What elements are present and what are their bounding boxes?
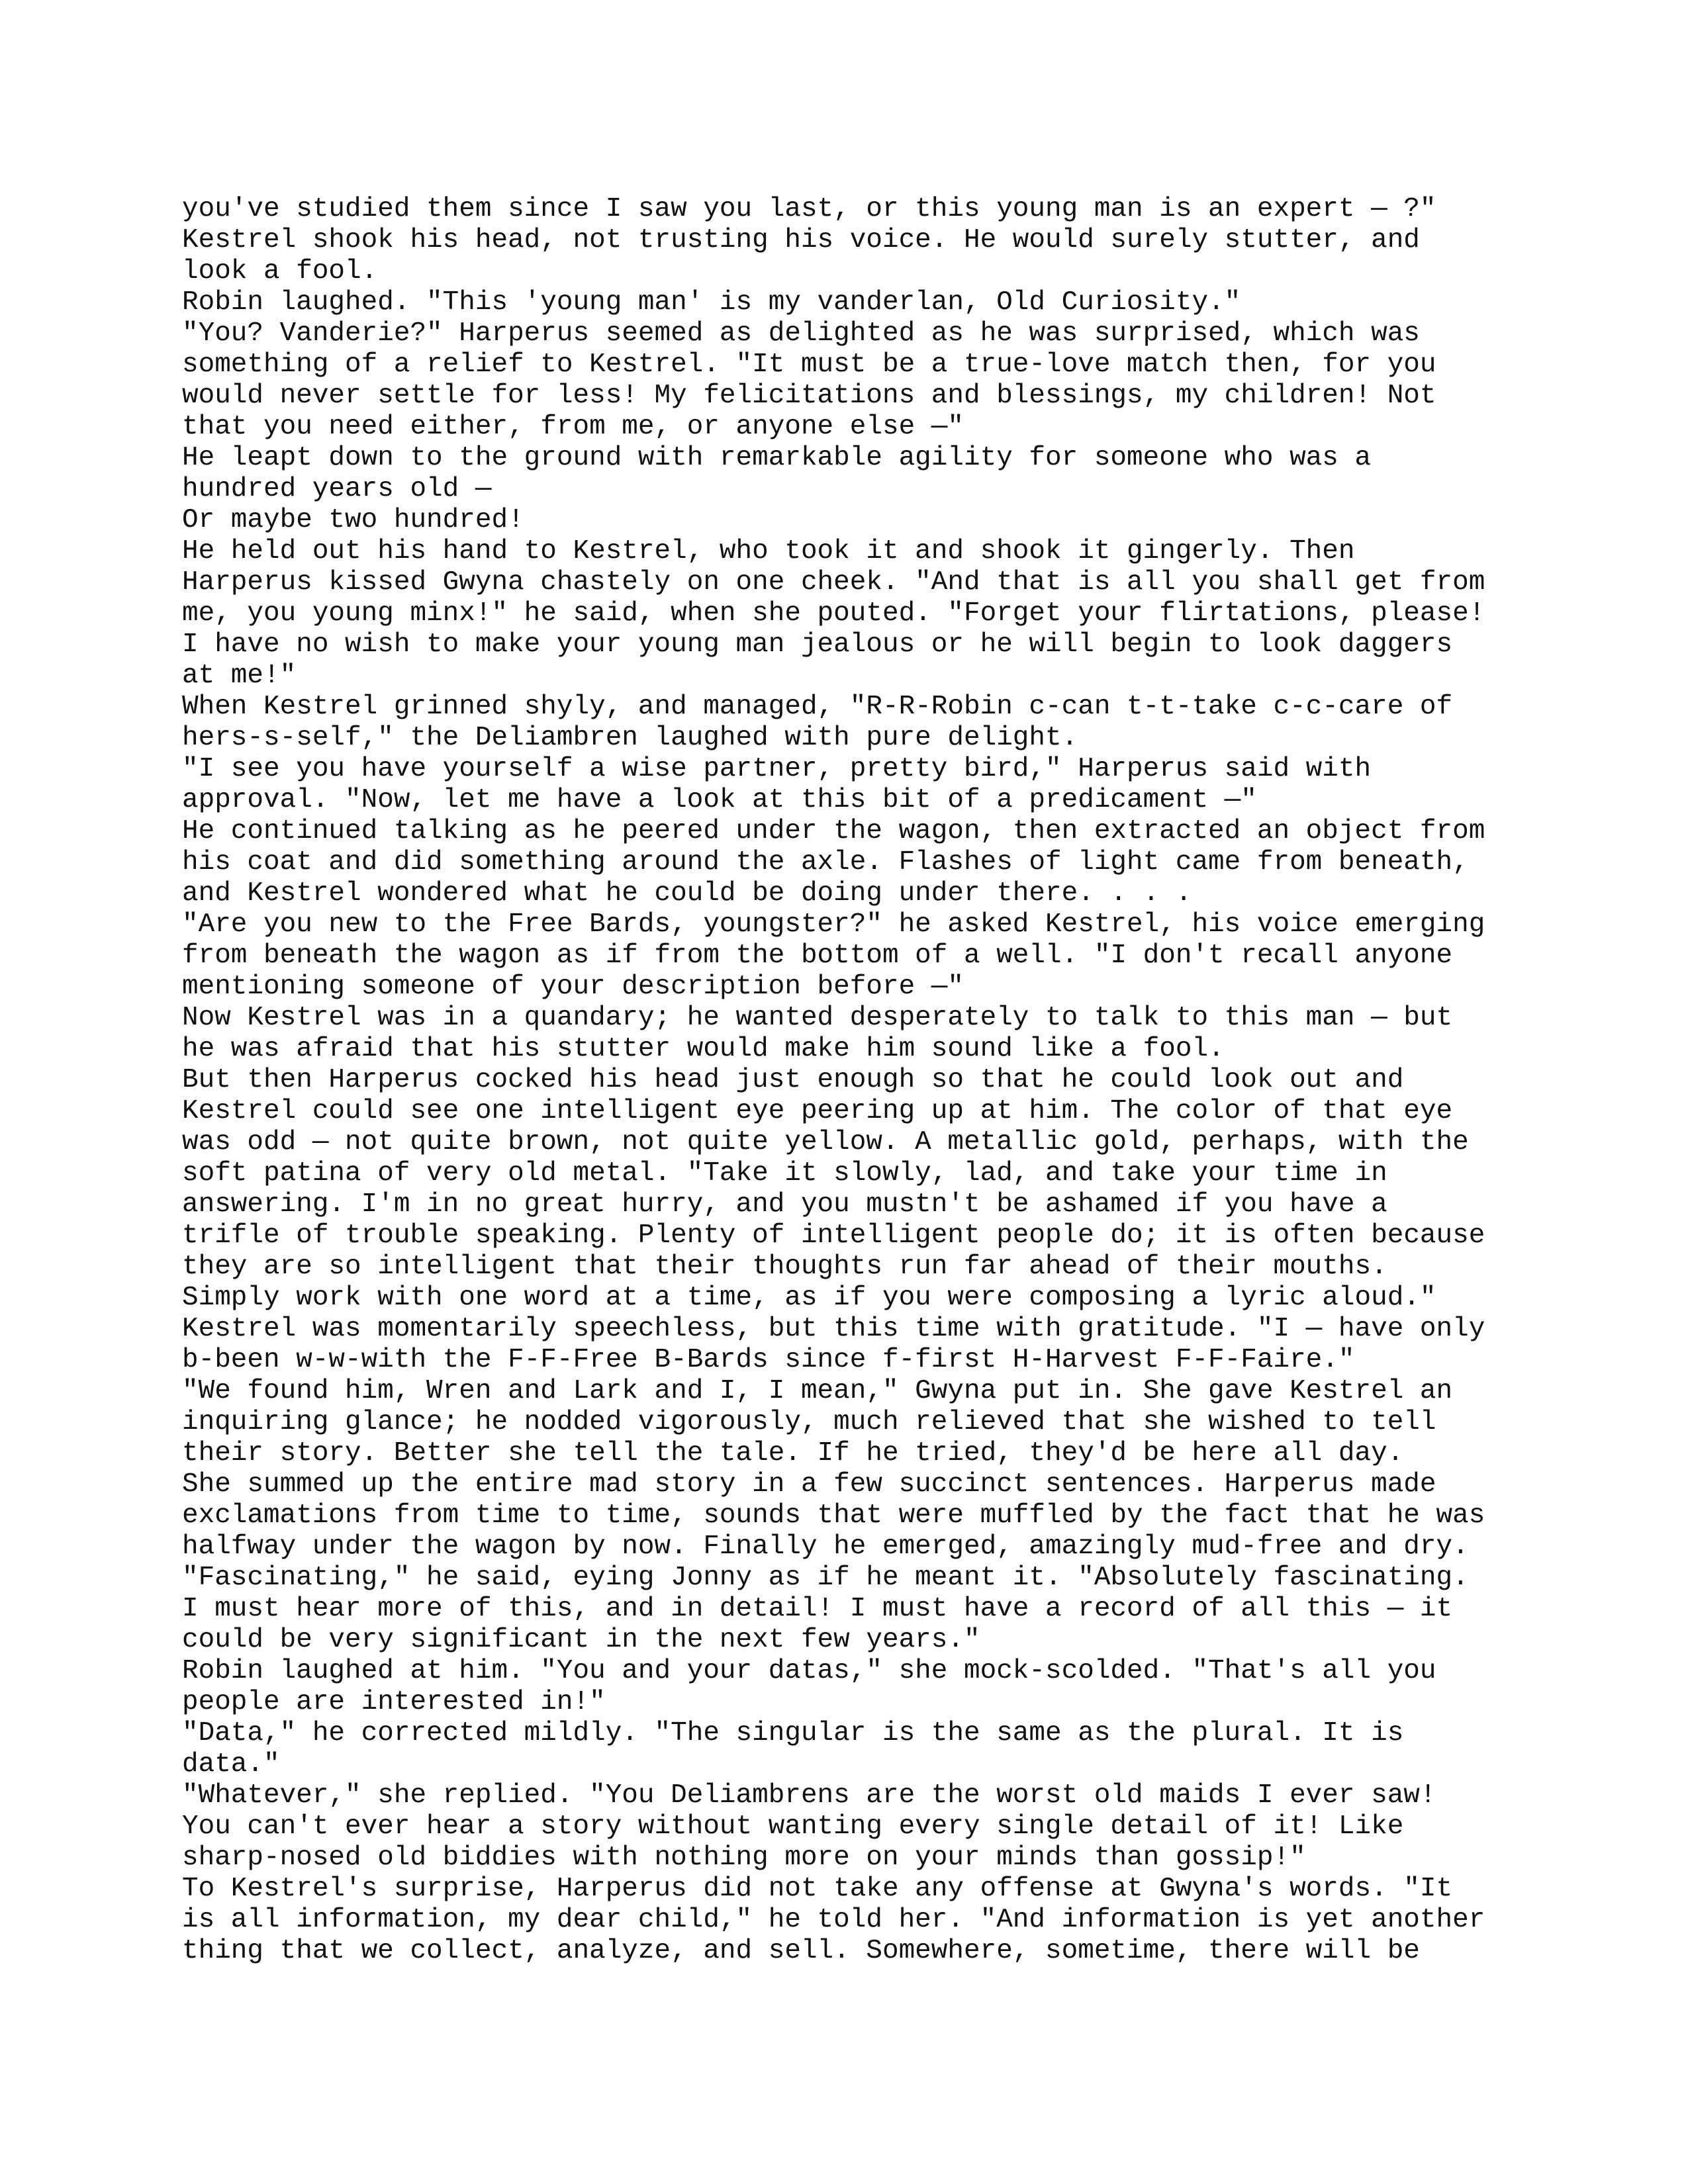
text-line: I must hear more of this, and in detail! I must have a record of all this — it (182, 1594, 1453, 1624)
text-line: Kestrel could see one intelligent eye peering up at him. The color of that eye (182, 1096, 1453, 1126)
text-line: He held out his hand to Kestrel, who took it and shook it gingerly. Then (182, 536, 1355, 567)
text-line: trifle of trouble speaking. Plenty of intelligent people do; it is often because (182, 1220, 1485, 1251)
text-line: "Fascinating," he said, eying Jonny as if he meant it. "Absolutely fascinating. (182, 1563, 1469, 1593)
text-line: "I see you have yourself a wise partner, pretty bird," Harperus said with (182, 754, 1372, 784)
text-line: exclamations from time to time, sounds that were muffled by the fact that he was (182, 1500, 1485, 1531)
text-line: inquiring glance; he nodded vigorously, much relieved that she wished to tell (182, 1407, 1436, 1437)
text-line: halfway under the wagon by now. Finally he emerged, amazingly mud-free and dry. (182, 1531, 1469, 1562)
text-line: at me!" (182, 660, 297, 691)
text-line: He leapt down to the ground with remarkable agility for someone who was a (182, 443, 1372, 473)
text-line: Harperus kissed Gwyna chastely on one cheek. "And that is all you shall get from (182, 567, 1485, 598)
text-line: their story. Better she tell the tale. If he tried, they'd be here all day. (182, 1438, 1404, 1469)
text-line: they are so intelligent that their thoughts run far ahead of their mouths. (182, 1251, 1387, 1282)
text-line: To Kestrel's surprise, Harperus did not take any offense at Gwyna's words. "It (182, 1874, 1453, 1904)
text-line: would never settle for less! My felicitations and blessings, my children! Not (182, 381, 1436, 411)
text-line: data." (182, 1749, 280, 1780)
text-line: Simply work with one word at a time, as if you were composing a lyric aloud." (182, 1283, 1436, 1313)
text-line: b-been w-w-with the F-F-Free B-Bards since f-first H-Harvest F-F-Faire." (182, 1345, 1355, 1375)
text-line: Kestrel was momentarily speechless, but this time with gratitude. "I — have only (182, 1314, 1485, 1344)
text-line: is all information, my dear child," he told her. "And information is yet another (182, 1905, 1485, 1935)
text-line: Robin laughed. "This 'young man' is my vanderlan, Old Curiosity." (182, 287, 1241, 318)
text-line: Robin laughed at him. "You and your datas," she mock-scolded. "That's all you (182, 1656, 1436, 1686)
text-line: "You? Vanderie?" Harperus seemed as delighted as he was surprised, which was (182, 318, 1420, 349)
text-block (182, 194, 1485, 1967)
text-line: "Whatever," she replied. "You Deliambrens are the worst old maids I ever saw! (182, 1780, 1436, 1811)
text-line: You can't ever hear a story without wanting every single detail of it! Like (182, 1811, 1404, 1842)
text-line: I have no wish to make your young man jealous or he will begin to look daggers (182, 629, 1453, 660)
text-line: Kestrel shook his head, not trusting his voice. He would surely stutter, and (182, 225, 1420, 255)
text-line: Or maybe two hundred! (182, 505, 524, 535)
text-line: He continued talking as he peered under the wagon, then extracted an object from (182, 816, 1485, 846)
text-line: and Kestrel wondered what he could be doing under there. . . . (182, 878, 1192, 909)
text-line: She summed up the entire mad story in a few succinct sentences. Harperus made (182, 1469, 1436, 1500)
text-line: look a fool. (182, 256, 378, 287)
text-line: approval. "Now, let me have a look at this bit of a predicament —" (182, 785, 1257, 815)
text-line: something of a relief to Kestrel. "It must be a true-love match then, for you (182, 349, 1436, 380)
text-line: he was afraid that his stutter would make him sound like a fool. (182, 1034, 1225, 1064)
text-line: his coat and did something around the axle. Flashes of light came from beneath, (182, 847, 1469, 878)
text-line: soft patina of very old metal. "Take it slowly, lad, and take your time in (182, 1158, 1387, 1189)
text-line: was odd — not quite brown, not quite yellow. A metallic gold, perhaps, with the (182, 1127, 1469, 1158)
text-line: hers-s-self," the Deliambren laughed with pure delight. (182, 723, 1078, 753)
text-line: But then Harperus cocked his head just enough so that he could look out and (182, 1065, 1404, 1095)
text-line: When Kestrel grinned shyly, and managed, "R-R-Robin c-can t-t-take c-c-care of (182, 692, 1453, 722)
text-line: mentioning someone of your description before —" (182, 972, 964, 1002)
text-line: "Data," he corrected mildly. "The singular is the same as the plural. It is (182, 1718, 1404, 1749)
text-line: "We found him, Wren and Lark and I, I mean," Gwyna put in. She gave Kestrel an (182, 1376, 1453, 1406)
text-line: thing that we collect, analyze, and sell. Somewhere, sometime, there will be (182, 1936, 1420, 1966)
text-line: me, you young minx!" he said, when she pouted. "Forget your flirtations, please! (182, 598, 1485, 629)
text-line: sharp-nosed old biddies with nothing more on your minds than gossip!" (182, 1843, 1306, 1873)
text-line: from beneath the wagon as if from the bottom of a well. "I don't recall anyone (182, 940, 1453, 971)
text-line: that you need either, from me, or anyone else —" (182, 412, 964, 442)
text-line: hundred years old — (182, 474, 492, 504)
text-line: answering. I'm in no great hurry, and you mustn't be ashamed if you have a (182, 1189, 1387, 1220)
text-line: Now Kestrel was in a quandary; he wanted desperately to talk to this man — but (182, 1003, 1453, 1033)
text-line: people are interested in!" (182, 1687, 606, 1717)
text-line: could be very significant in the next few years." (182, 1625, 980, 1655)
text-line: you've studied them since I saw you last, or this young man is an expert — ?" (182, 194, 1436, 224)
text-line: "Are you new to the Free Bards, youngster?" he asked Kestrel, his voice emerging (182, 909, 1485, 940)
